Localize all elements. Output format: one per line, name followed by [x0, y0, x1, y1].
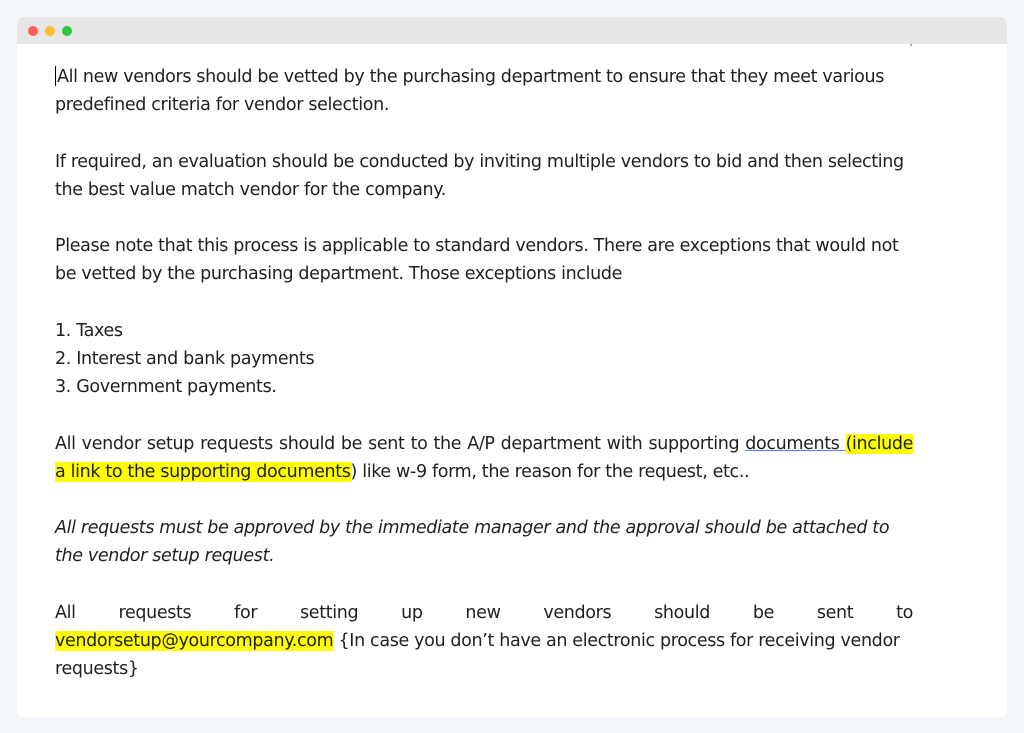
paragraph-approval: All requests must be approved by the immediate manager and the approval should be attached to the vendor setup request.: [55, 518, 890, 567]
paragraph-email: [55, 599, 913, 684]
list-item: 2. Interest and bank payments: [55, 348, 315, 369]
ruler-marker: [910, 44, 912, 46]
list-item: 3. Government payments.: [55, 377, 277, 398]
paragraph-line: All requests for setting up new vendors should be sent to: [55, 602, 913, 623]
text-cursor: [55, 66, 56, 86]
paragraph-vetting: [55, 63, 913, 119]
paragraph-text: All vendor setup requests should be sent to the A/P department with supporting: [55, 433, 746, 454]
close-window-icon[interactable]: [28, 26, 38, 36]
document-window: [17, 17, 1007, 717]
window-titlebar: [17, 17, 1007, 44]
exceptions-list: [55, 317, 913, 402]
paragraph-text: {In case you don’t have an electronic process for receiving vendor requests}: [55, 630, 900, 680]
highlighted-note: (include a link to the supporting documents: [55, 433, 913, 482]
list-item: 1. Taxes: [55, 320, 123, 341]
paragraph-setup-requests: [55, 430, 913, 486]
vendor-setup-email[interactable]: vendorsetup@yourcompany.com: [55, 630, 334, 651]
document-body[interactable]: [55, 63, 913, 712]
maximize-window-icon[interactable]: [62, 26, 72, 36]
paragraph-evaluation: If required, an evaluation should be conducted by inviting multiple vendors to bid and then selecting the best value match vendor for the company.: [55, 151, 904, 200]
minimize-window-icon[interactable]: [45, 26, 55, 36]
paragraph-text: ) like w-9 form, the reason for the request, etc..: [350, 461, 750, 482]
paragraph-text: All new vendors should be vetted by the purchasing department to ensure that they meet various predefined criteria for vendor selection.: [55, 67, 884, 116]
documents-link[interactable]: documents: [745, 433, 846, 454]
paragraph-exceptions: Please note that this process is applicable to standard vendors. There are exceptions that would not be vetted by the purchasing department. Those exceptions include: [55, 236, 899, 285]
